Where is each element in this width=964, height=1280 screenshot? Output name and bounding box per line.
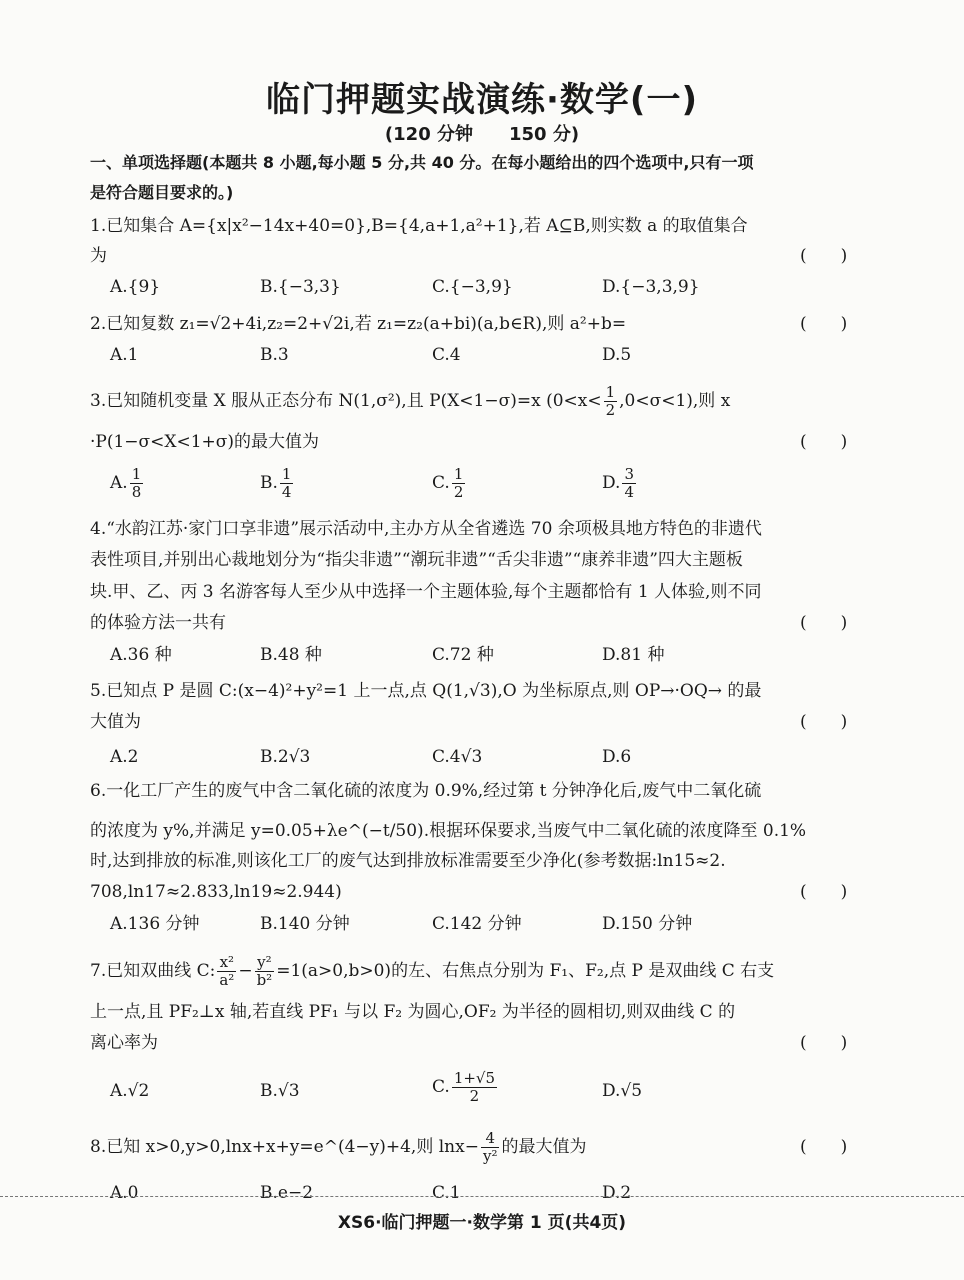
- q1-option-b: B.{−3,3}: [260, 277, 341, 297]
- q7-stem-line2: 上一点,且 PF₂⊥x 轴,若直线 PF₁ 与以 F₂ 为圆心,OF₂ 为半径的圆相切,则双曲线 C 的: [90, 1002, 736, 1022]
- q7-option-a: A.√2: [110, 1081, 150, 1101]
- q4-option-b: B.48 种: [260, 645, 322, 665]
- q8-stem-line1-post: 的最大值为: [501, 1137, 587, 1157]
- q3-option-b: B. $\frac{1}{4}$: [260, 465, 292, 501]
- q6-answer-blank: ( ): [800, 882, 848, 902]
- cut-line-divider: [0, 1196, 964, 1197]
- q4-stem-line1: 4.“水韵江苏·家门口享非遗”展示活动中,主办方从全省遴选 70 余项极具地方特色的非遗代: [90, 519, 762, 539]
- q4-option-a: A.36 种: [110, 645, 172, 665]
- q1-answer-blank: ( ): [800, 246, 848, 266]
- q3-option-c: C. $\frac{1}{2}$: [432, 465, 464, 501]
- q6-stem-line1: 6.一化工厂产生的废气中含二氧化硫的浓度为 0.9%,经过第 t 分钟净化后,废气中二氧化硫: [90, 781, 762, 801]
- q3-fraction-denominator: 2: [605, 401, 616, 419]
- q2-option-d: D.5: [602, 345, 632, 365]
- q4-stem-line3: 块.甲、乙、丙 3 名游客每人至少从中选择一个主题体验,每个主题都恰有 1 人体验,则不同: [90, 582, 762, 602]
- q3-stem-line1-pre: 3.已知随机变量 X 服从正态分布 N(1,σ²),且 P(X<1−σ)=x (0<x<: [90, 391, 602, 411]
- section-heading-line1: 一、单项选择题(本题共 8 小题,每小题 5 分,共 40 分。在每小题给出的四个选项中,只有一项: [90, 153, 754, 172]
- q5-answer-blank: ( ): [800, 712, 848, 732]
- q1-option-c: C.{−3,9}: [432, 277, 513, 297]
- q3-answer-blank: ( ): [800, 432, 848, 452]
- q1-option-a: A.{9}: [110, 277, 161, 297]
- q8-stem-line1-pre: 8.已知 x>0,y>0,lnx+x+y=e^(4−y)+4,则 lnx−: [90, 1137, 479, 1157]
- q2-option-b: B.3: [260, 345, 289, 365]
- section-heading-line2: 是符合题目要求的。): [90, 183, 234, 202]
- q2-option-a: A.1: [110, 345, 139, 365]
- q4-answer-blank: ( ): [800, 613, 848, 633]
- q7-answer-blank: ( ): [800, 1033, 848, 1053]
- q8-fraction: $\frac{4}{\text{y²}}$: [482, 1129, 498, 1165]
- q1-stem-line2: 为: [90, 246, 107, 266]
- q6-stem-line4: 708,ln17≈2.833,ln19≈2.944): [90, 882, 342, 902]
- q6-option-b: B.140 分钟: [260, 914, 350, 934]
- q7-option-d: D.√5: [602, 1081, 643, 1101]
- q4-option-d: D.81 种: [602, 645, 665, 665]
- q5-stem-line2: 大值为: [90, 712, 141, 732]
- q8-option-a: A.0: [110, 1183, 139, 1203]
- q4-stem-line4: 的体验方法一共有: [90, 613, 226, 633]
- q1-option-d: D.{−3,3,9}: [602, 277, 700, 297]
- q8-stem-line1: [90, 1130, 870, 1165]
- q8-option-b: B.e−2: [260, 1183, 314, 1203]
- q3-option-d: D. $\frac{3}{4}$: [602, 465, 634, 501]
- q3-stem-line1-post: ,0<σ<1),则 x: [619, 391, 731, 411]
- q1-stem-line1: 1.已知集合 A={x|x²−14x+40=0},B={4,a+1,a²+1},若 A⊆B,则实数 a 的取值集合: [90, 216, 748, 236]
- q6-stem-line3: 时,达到排放的标准,则该化工厂的废气达到排放标准需要至少净化(参考数据:ln15≈2.: [90, 851, 726, 871]
- q4-option-c: C.72 种: [432, 645, 494, 665]
- q7-y-fraction: $\frac{\text{y²}}{\text{b²}}$: [256, 953, 273, 989]
- q4-stem-line2: 表性项目,并别出心裁地划分为“指尖非遗”“潮玩非遗”“舌尖非遗”“康养非遗”四大主题板: [90, 550, 743, 570]
- q7-stem-line1: 7.已知双曲线 C: $\frac{\text{x²}}{\text{a²}}$ − $\frac{\text{y²}}{\text{b²}}$ =1(a>0,b>0)的左、右焦点分别为 F₁、F₂,点 P 是双曲线 C 右支: [90, 953, 775, 989]
- q5-option-d: D.6: [602, 747, 632, 767]
- q7-option-c: C. $\frac{1+√5}{2}$: [432, 1069, 496, 1105]
- page-footer: XS6·临门押题一·数学第 1 页(共4页): [337, 1213, 627, 1233]
- q7-stem-line1-post: =1(a>0,b>0)的左、右焦点分别为 F₁、F₂,点 P 是双曲线 C 右支: [276, 961, 775, 981]
- q6-stem-line2: 的浓度为 y%,并满足 y=0.05+λe^(−t/50).根据环保要求,当废气中二氧化硫的浓度降至 0.1%: [90, 821, 807, 841]
- q7-stem-line1-pre: 7.已知双曲线 C:: [90, 961, 216, 981]
- q7-x-fraction: $\frac{\text{x²}}{\text{a²}}$: [219, 953, 235, 989]
- q2-answer-blank: ( ): [800, 314, 848, 334]
- q5-option-a: A.2: [110, 747, 139, 767]
- q8-option-c: C.1: [432, 1183, 461, 1203]
- q7-stem-line3: 离心率为: [90, 1033, 158, 1053]
- q5-option-c: C.4√3: [432, 747, 483, 767]
- q8-option-d: D.2: [602, 1183, 632, 1203]
- page-title: 临门押题实战演练·数学(一): [266, 80, 698, 120]
- q3-fraction-numerator: 1: [605, 383, 616, 401]
- page-subtitle: (120 分钟 150 分): [384, 124, 580, 145]
- q5-stem-line1: 5.已知点 P 是圆 C:(x−4)²+y²=1 上一点,点 Q(1,√3),O 为坐标原点,则 OP→·OQ→ 的最: [90, 681, 762, 701]
- q3-stem-line2: ·P(1−σ<X<1+σ)的最大值为: [90, 432, 320, 452]
- q6-option-a: A.136 分钟: [110, 914, 200, 934]
- q3-half-fraction: [604, 384, 618, 419]
- q8-answer-blank: ( ): [800, 1137, 848, 1157]
- q5-option-b: B.2√3: [260, 747, 311, 767]
- q2-option-c: C.4: [432, 345, 461, 365]
- q2-stem-line1: 2.已知复数 z₁=√2+4i,z₂=2+√2i,若 z₁=z₂(a+bi)(a,b∈R),则 a²+b=: [90, 314, 627, 334]
- q6-option-c: C.142 分钟: [432, 914, 522, 934]
- q3-option-a: A. $\frac{1}{8}$: [110, 465, 142, 501]
- q6-option-d: D.150 分钟: [602, 914, 693, 934]
- q3-stem-line1: [90, 384, 870, 419]
- q7-option-b: B.√3: [260, 1081, 300, 1101]
